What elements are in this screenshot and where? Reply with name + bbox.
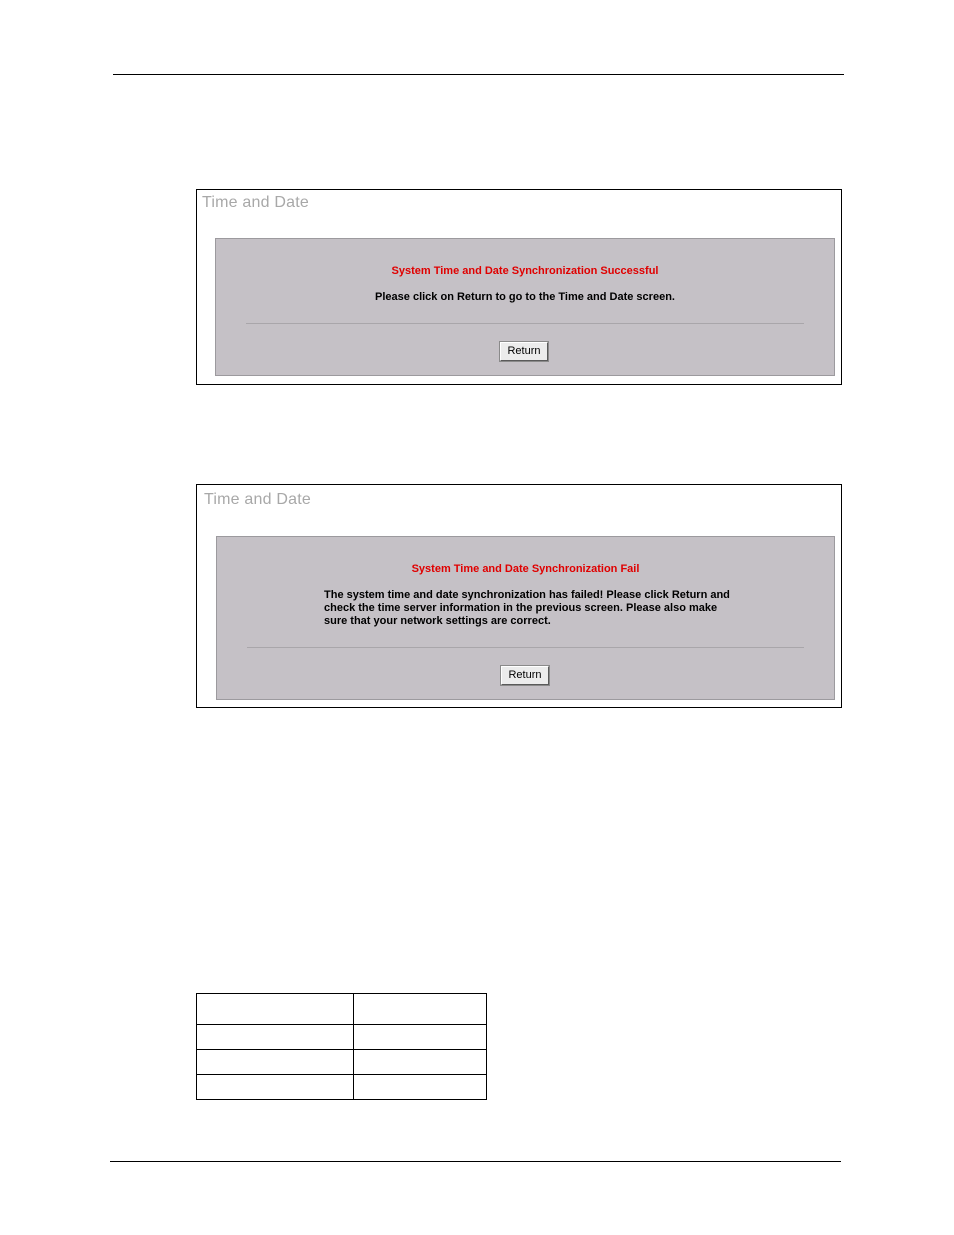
page-title: Time and Date: [202, 194, 309, 211]
status-message-title: System Time and Date Synchronization Successful: [391, 265, 659, 277]
table-header-row: [197, 994, 487, 1025]
panel-divider: [246, 323, 804, 324]
table-row: [197, 1050, 487, 1075]
table-cell: [354, 1025, 487, 1050]
header-rule: [113, 74, 844, 75]
table-cell: [197, 1075, 354, 1100]
status-message-body: Please click on Return to go to the Time and Date screen.: [375, 291, 675, 303]
screenshot-sync-successful: [196, 189, 842, 385]
table-header-cell: [354, 994, 487, 1025]
message-panel: [216, 536, 835, 700]
table-row: [197, 1075, 487, 1100]
table-header-cell: [197, 994, 354, 1025]
footer-rule: [110, 1161, 841, 1162]
field-table: [196, 993, 487, 1100]
panel-divider: [247, 647, 804, 648]
status-message-title: System Time and Date Synchronization Fail: [411, 563, 640, 575]
table-row: [197, 1025, 487, 1050]
return-button[interactable]: Return: [500, 342, 548, 361]
table-cell: [354, 1050, 487, 1075]
table-cell: [197, 1025, 354, 1050]
message-panel: [215, 238, 835, 376]
page-title: Time and Date: [204, 491, 311, 508]
table-cell: [354, 1075, 487, 1100]
return-button[interactable]: Return: [501, 666, 549, 685]
status-message-body: The system time and date synchronization has failed! Please click Return and check the time server information in the previous screen. Please also make sure that your network settings are correct.: [324, 589, 730, 627]
table-cell: [197, 1050, 354, 1075]
screenshot-sync-fail: [196, 484, 842, 708]
